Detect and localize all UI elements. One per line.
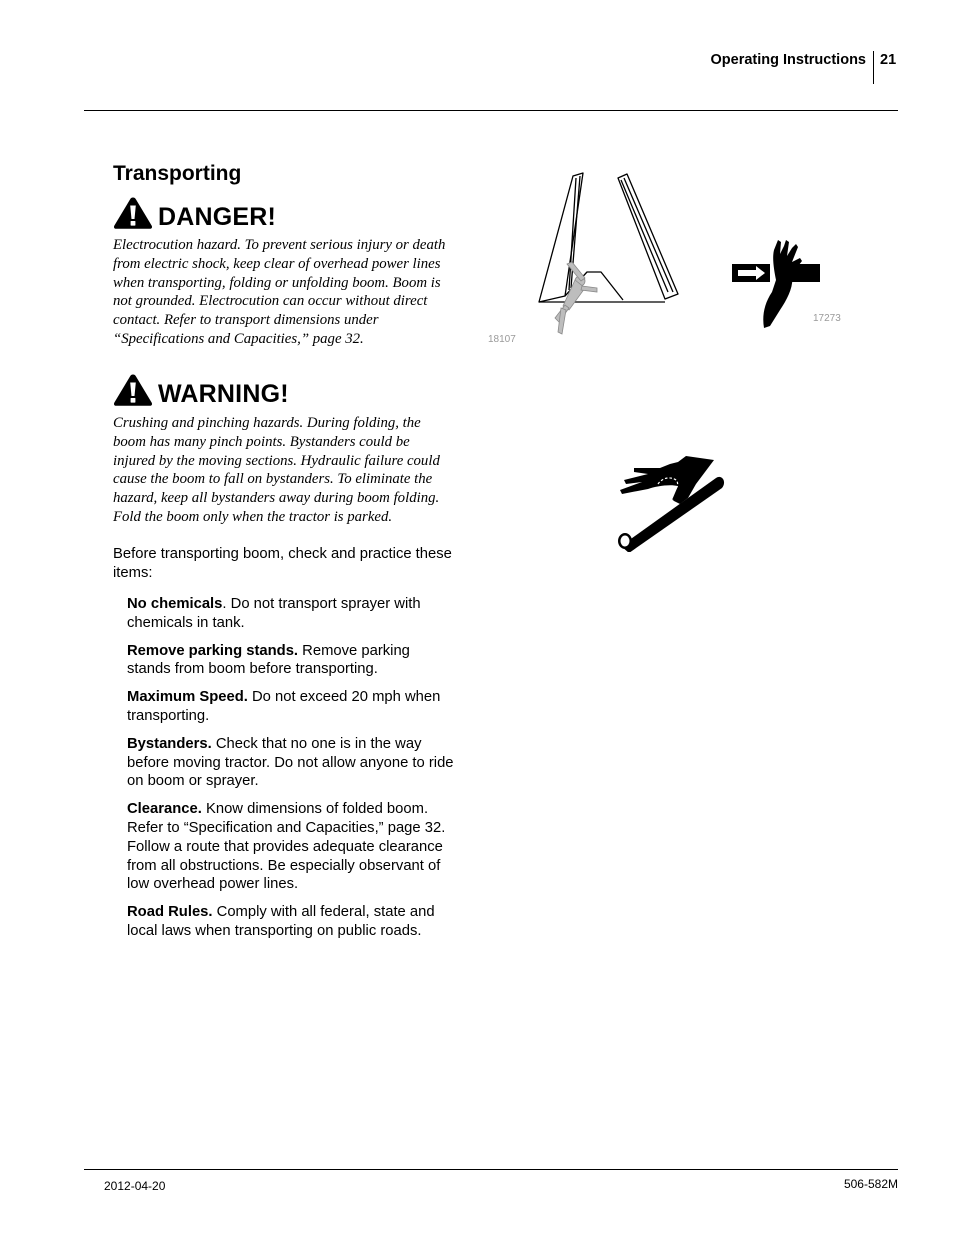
list-item (127, 735, 457, 791)
item-text: . Do not transport sprayer with chemicals in tank. (127, 596, 421, 631)
item-text: Check that no one is in the way before moving tractor. Do not allow anyone to ride on boom or sprayer. (127, 735, 454, 790)
item-lead: Bystanders. (127, 735, 212, 752)
document-number: 506-582M (843, 1177, 898, 1191)
header-rule (84, 110, 898, 111)
header-separator (873, 51, 874, 84)
folding-boom-crush-icon (525, 168, 685, 350)
footer-rule (84, 1169, 898, 1170)
intro-text: Before transporting boom, check and practice these items: (113, 546, 452, 581)
section-title: Transporting (113, 162, 242, 185)
danger-text: Electrocution hazard. To prevent serious injury or death from electric shock, keep clear of overhead power lines when transporting, folding or unfolding boom. Boom is not grounded. Electrocution can occur without direct contact. Refer to transport dimensions under “Specifications and Capacities,” page 32. (113, 237, 446, 347)
list-item (127, 903, 457, 941)
warning-text: Crushing and pinching hazards. During folding, the boom has many pinch points. Bystanders could be injured by the moving sections. Hydraulic failure could cause the boom to fall on bystanders. To eliminate the hazard, keep all bystanders away during boom folding. Fold the boom only when the tractor is parked. (113, 415, 440, 525)
figure-id: 18107 (488, 334, 516, 345)
warning-triangle-icon (113, 196, 153, 230)
danger-label: DANGER! (158, 203, 277, 231)
list-item (127, 642, 457, 680)
item-lead: Clearance. (127, 801, 202, 818)
item-lead: No chemicals (127, 596, 223, 612)
page-number: 21 (880, 52, 897, 68)
high-pressure-fluid-icon (612, 454, 728, 552)
figure-id: 17273 (813, 313, 841, 324)
list-item (127, 688, 457, 726)
transport-checklist (127, 595, 457, 950)
danger-heading (113, 196, 276, 230)
item-text: Do not exceed 20 mph when transporting. (127, 689, 441, 724)
list-item (127, 800, 457, 894)
item-lead: Road Rules. (127, 904, 213, 921)
warning-triangle-icon (113, 373, 153, 407)
header-title: Operating Instructions (710, 52, 866, 68)
item-lead: Remove parking stands. (127, 642, 299, 659)
warning-label: WARNING! (158, 380, 289, 408)
warning-heading (113, 373, 289, 407)
item-text: Remove parking stands from boom before transporting. (127, 642, 410, 678)
hand-pinch-icon (728, 234, 824, 330)
item-text: Know dimensions of folded boom. Refer to “Specification and Capacities,” page 32. Follow a route that provides adequate clearance from all obstructions. Be especially observant of low overhead power lines. (127, 801, 446, 893)
footer-date: 2012-04-20 (104, 1179, 166, 1193)
list-item (127, 595, 457, 633)
item-text: Comply with all federal, state and local laws when transporting on public roads. (127, 904, 435, 939)
item-lead: Maximum Speed. (127, 689, 248, 706)
